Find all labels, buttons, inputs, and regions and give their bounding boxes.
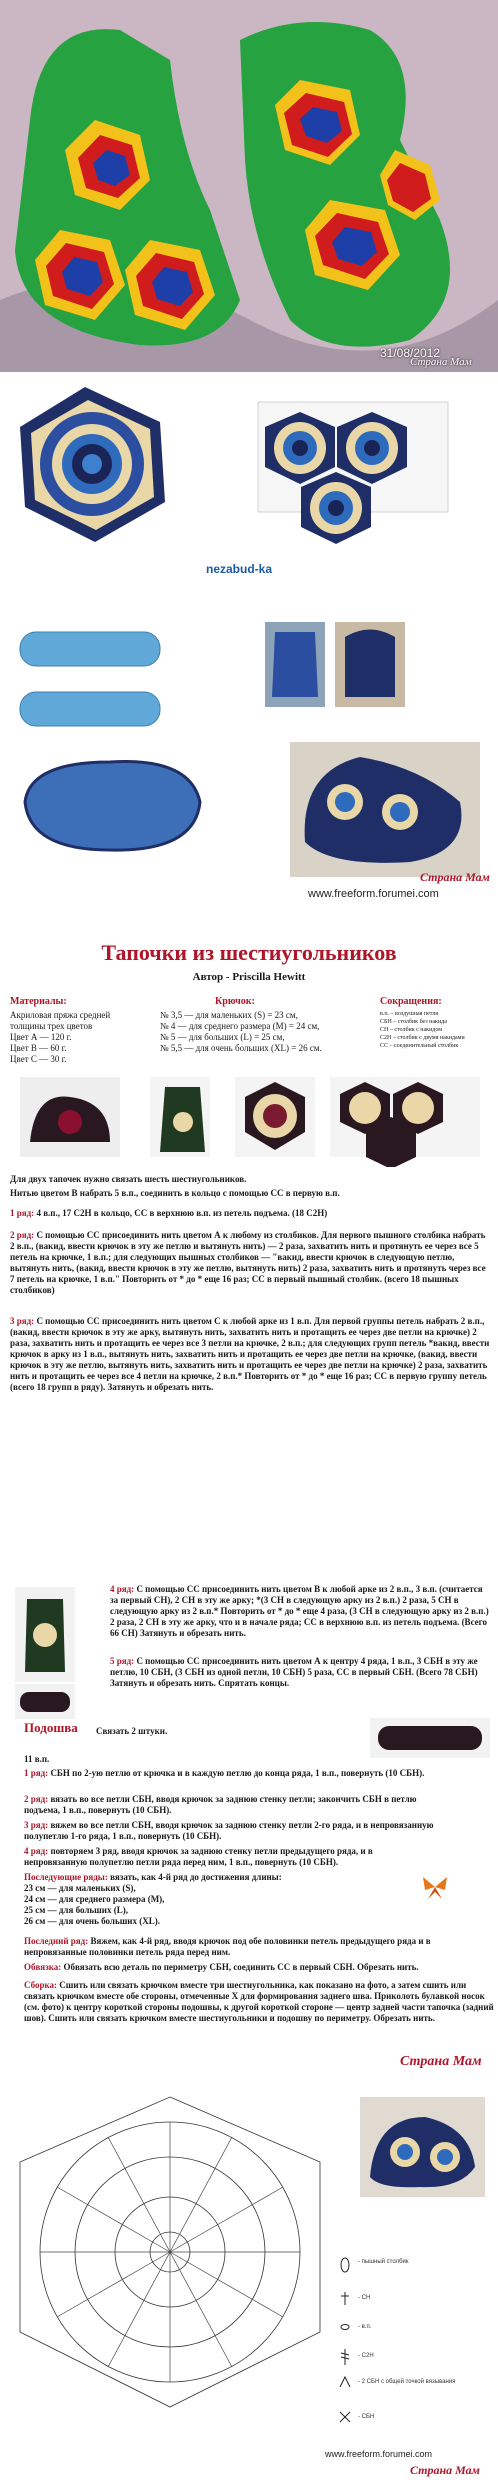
- sole-row1-label: 1 ряд:: [24, 1768, 49, 1778]
- row1-block: [10, 1208, 490, 1219]
- hook-title: Крючок:: [215, 996, 255, 1007]
- hook-item: № 5 — для больших (L) = 25 см,: [160, 1032, 285, 1042]
- sole-title: Подошва: [24, 1720, 78, 1735]
- photo-brand: Страна Мам: [410, 356, 472, 368]
- row1-text: 4 в.п., 17 С2Н в кольцо, СС в верхнюю в.п. из петель подъема. (18 С2Н): [36, 1208, 328, 1218]
- abbr-item: СБН – столбик без накида: [380, 1019, 447, 1025]
- brand-logo: Страна Мам: [420, 870, 490, 884]
- abbr-list: [380, 1010, 495, 1050]
- row5-label: 5 ряд:: [110, 1656, 135, 1666]
- legend-item: - пышный столбик: [358, 2259, 409, 2265]
- sizes-block: [24, 1872, 454, 1927]
- date-stamp: 31/08/2012: [380, 346, 441, 360]
- row2-block: [10, 1230, 490, 1296]
- sole-row1-text: СБН по 2-ую петлю от крючка и в каждую петлю до конца ряда, 1 в.п., повернуть (10 СБН).: [50, 1768, 425, 1778]
- row3-text: С помощью СС присоединить нить цветом С к любой арке из 1 в.п. Для первой группы петель набрать 2 в.п., (вакид, ввести крючок в эту же арку, вытянуть нить, захватить нить и протащить ее через две петли на крючке) 2 раза, захватить нить и протащить ее через все 3 петли на крючке, 2 в.п.; для следующих групп петель *вакид, ввести крючок в арку из 1 в.п., вытянуть нить, захватить нить и протащить ее через две петли на крючке, (вакид, ввести крючок в эту же петлю, вытянуть нить, захватить нить и протащить ее через две петли на крючке) 2 раза, захватить нить и протащить ее через все 4 петли на крючке, 2 в.п.* Повторить от * до * еще 16 раз; СС в первую группу петель (всего 18 групп в ряду). Затянуть и обрезать нить.: [10, 1316, 490, 1392]
- size-item: 24 см — для среднего размера (M),: [24, 1894, 165, 1904]
- materials-item: Цвет С — 30 г.: [10, 1054, 67, 1064]
- diagram-art: [0, 372, 498, 912]
- size-item: 26 см — для очень больших (XL).: [24, 1916, 160, 1926]
- sole-section: [0, 1572, 498, 2077]
- crochet-chart: [0, 2077, 498, 2487]
- hook-item: № 5,5 — для очень больших (XL) = 26 см.: [160, 1043, 322, 1053]
- diagram-section: [0, 372, 498, 912]
- materials-item: Цвет А — 120 г.: [10, 1032, 72, 1042]
- hexagon-motif: [20, 387, 165, 542]
- materials-list: [10, 1010, 160, 1065]
- edging: [24, 1962, 494, 1973]
- materials-item: толщины трех цветов: [10, 1021, 93, 1031]
- slippers-photo: [0, 0, 498, 372]
- credit-caption: nezabud-ka: [206, 562, 273, 576]
- legend-item: - СН: [358, 2295, 371, 2301]
- sole-row3-text: вяжем во все петли СБН, вводя крючок за заднюю стенку петли 2-го ряда, и в непровязанную полупетлю 1-го ряда, 1 в.п., повернуть (10 СБН).: [24, 1820, 434, 1841]
- row5-block: [110, 1656, 490, 1689]
- size-item: 25 см — для больших (L),: [24, 1905, 128, 1915]
- brand-logo: Страна Мам: [410, 2463, 480, 2477]
- sole-start: 11 в.п.: [24, 1754, 50, 1764]
- row4-block: [110, 1584, 490, 1639]
- sole-row2: [24, 1794, 454, 1816]
- three-hexagons: [258, 402, 448, 544]
- assembly: [24, 1980, 494, 2024]
- site-caption: www.freeform.forumei.com: [325, 2449, 433, 2459]
- sole-row4-label: 4 ряд:: [24, 1846, 49, 1856]
- abbr-item: в.п. – воздушная петля: [380, 1011, 439, 1017]
- article-author: Автор - Priscilla Hewitt: [192, 971, 306, 983]
- butterfly-icon: [420, 1872, 450, 1902]
- abbr-item: СН – столбик с накидом: [380, 1027, 443, 1033]
- last-row: [24, 1936, 494, 1958]
- abbr-item: С2Н – столбик с двумя накидами: [380, 1035, 465, 1041]
- size-item: 23 см — для маленьких (S),: [24, 1883, 136, 1893]
- site-caption: www.freeform.forumei.com: [308, 888, 439, 900]
- sizes-title: Последующие ряды:: [24, 1872, 108, 1882]
- row4-text: С помощью СС присоединить нить цветом В к любой арке из 2 в.п., 3 в.п. (считается за первый СН), 2 СН в эту же арку; *(3 СН в следующую арку из 2 в.п.) 2 раза, 5 СН в следующую арку из 2 в.п.* Повторить от * до * еще 4 раза, (3 СН в следующую арку из 2 в.п.) 2 раза, 2 СН в эту же арку, что и в начале ряда; СС в верхнюю в.п. из петель подъема. (Всего 66 СН) Затянуть и обрезать нить.: [110, 1584, 489, 1638]
- legend-item: - СБН: [358, 2414, 375, 2420]
- assembly-photos: [265, 622, 480, 877]
- row3-block: [10, 1316, 490, 1393]
- sole-row3: [24, 1820, 454, 1842]
- sole-note: Связать 2 штуки.: [96, 1726, 168, 1736]
- last-row-text: Вяжем, как 4-й ряд, вводя крючок под обе половинки петель предыдущего ряда и в непровязанные половинки петель ряда перед ним.: [24, 1936, 431, 1957]
- step-photo-1: [15, 1587, 75, 1682]
- legend-item: - С2Н: [358, 2353, 374, 2359]
- edging-text: Обвязать всю деталь по периметру СБН, соединить СС в первый СБН. Обрезать нить.: [63, 1962, 419, 1972]
- materials-title: Материалы:: [10, 996, 67, 1007]
- sizes-note: вязать, как 4-й ряд до достижения длины:: [110, 1872, 282, 1882]
- sole-row1: [24, 1768, 454, 1779]
- chart-section: [0, 2077, 498, 2487]
- hook-item: № 3,5 — для маленьких (S) = 23 см,: [160, 1010, 298, 1020]
- sole-row4: [24, 1846, 424, 1868]
- row5-text: С помощью СС присоединить нить цветом А к центру 4 ряда, 1 в.п., 3 СБН в эту же петлю, 10 СБН, (3 СБН из одной петли, 10 СБН) 5 раза, СС в первый СБН. (Всего 78 СБН) Затянуть и обрезать нить. Спрятать концы.: [110, 1656, 478, 1688]
- article-section: [0, 912, 498, 1572]
- slippers-photo-art: [0, 0, 498, 372]
- sole-photo: [370, 1718, 490, 1758]
- legend-item: - 2 СБН с общей точкой вязывания: [358, 2379, 456, 2385]
- row3-label: 3 ряд:: [10, 1316, 35, 1326]
- steps-photos: [0, 1072, 498, 1167]
- row4-label: 4 ряд:: [110, 1584, 135, 1594]
- article-title: Тапочки из шестиугольников: [101, 940, 397, 965]
- brand-logo: Страна Мам: [400, 2054, 482, 2069]
- row2-text: С помощью СС присоединить нить цветом А к любому из столбиков. Для первого пышного столбика набрать 2 в.п., (вакид, ввести крючок в эту же петлю и вытянуть нить) — 2 раза, захватить нить и протянуть ее через все 5 петель на крючке, 1 в.п.; для следующих пышных столбиков — "вакид, ввести крючок в следующую петлю, вытянуть нить, (вакид, ввести крючок в эту же петлю, вытянуть нить) 2 раза, захватить нить и протянуть через все 7 петель на крючке, 1 в.п." Повторить от * до * еще 16 раз; СС в первый пышный столбик. (всего 18 пышных столбиков): [10, 1230, 486, 1295]
- hook-item: № 4 — для среднего размера (M) = 24 см,: [160, 1021, 320, 1031]
- step-photo-2: [15, 1684, 75, 1719]
- hooks-list: [160, 1010, 370, 1054]
- edging-label: Обвязка:: [24, 1962, 62, 1972]
- abbr-item: СС – соединительный столбик: [380, 1043, 459, 1049]
- abbr-title: Сокращения:: [380, 996, 442, 1007]
- intro-line-2: Нитью цветом В набрать 5 в.п., соединить в кольцо с помощью СС в первую в.п.: [10, 1188, 340, 1198]
- row2-label: 2 ряд:: [10, 1230, 35, 1240]
- sole-row2-label: 2 ряд:: [24, 1794, 49, 1804]
- assembly-label: Сборка:: [24, 1980, 58, 1990]
- materials-item: Цвет В — 60 г.: [10, 1043, 67, 1053]
- materials-item: Акриловая пряжа средней: [10, 1010, 111, 1020]
- intro-line-1: Для двух тапочек нужно связать шесть шестиугольников.: [10, 1174, 247, 1184]
- sole-row4-text: повторяем 3 ряд, вводя крючок за заднюю стенку петли предыдущего ряда, и в непровязанную полупетлю петли ряда перед ним, 1 в.п., повернуть (10 СБН).: [24, 1846, 373, 1867]
- row1-label: 1 ряд:: [10, 1208, 35, 1218]
- last-row-label: Последний ряд:: [24, 1936, 89, 1946]
- sole-pieces: [20, 632, 200, 850]
- sole-row3-label: 3 ряд:: [24, 1820, 49, 1830]
- sole-row2-text: вязать во все петли СБН, вводя крючок за заднюю стенку петли; закончить СБН в петлю подъема, 1 в.п., повернуть (10 СБН).: [24, 1794, 417, 1815]
- assembly-text: Сшить или связать крючком вместе три шестиугольника, как показано на фото, а затем сшить или связать крючком вместе обе стороны, отмеченные Х для формирования заднего шва. Приколоть булавкой носок (см. фото) к центру короткой стороны подошвы, к другой короткой стороне — центр задней части тапочка (задний шов). Сшить или связать крючком вместе шестиугольники и подошву по периметру. Обрезать нить.: [24, 1980, 494, 2023]
- legend-item: - в.п.: [358, 2324, 372, 2330]
